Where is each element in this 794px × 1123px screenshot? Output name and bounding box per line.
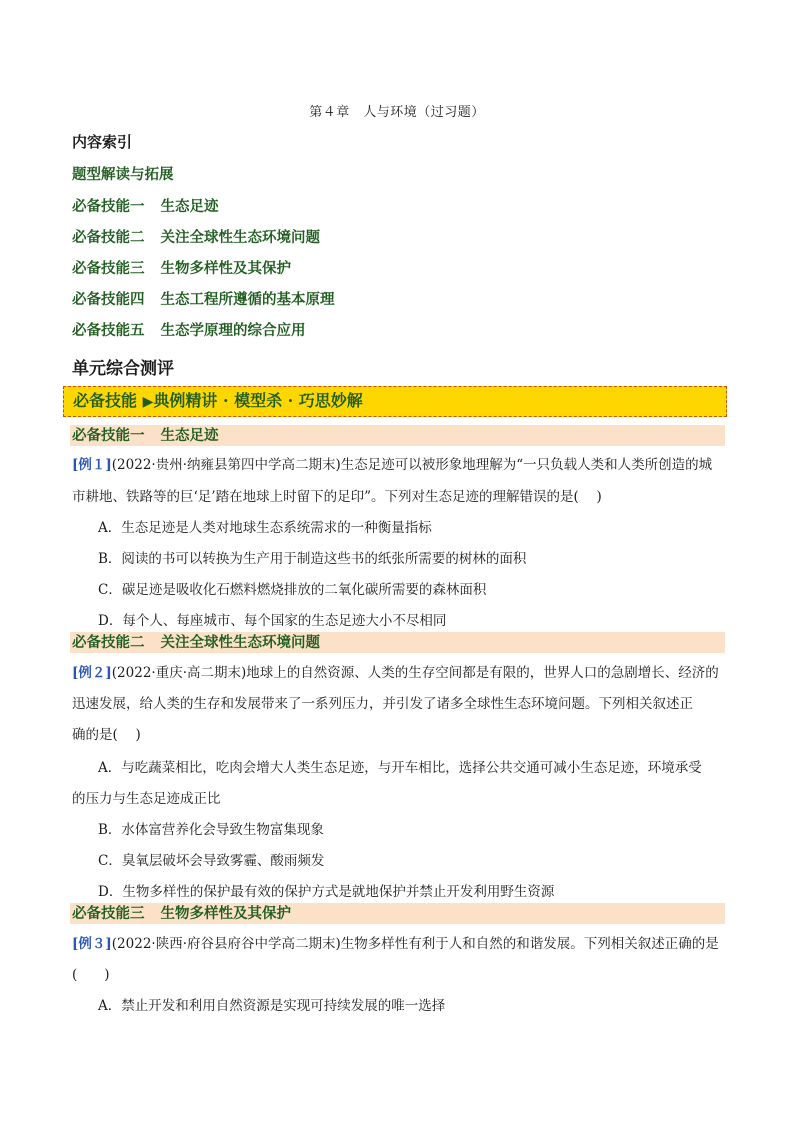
toc-item-label: 题型解读与拓展 [72, 166, 174, 183]
option-c: C．臭氧层破坏会导致雾霾、酸雨频发 [98, 853, 325, 869]
option-a-continued: 的压力与生态足迹成正比 [72, 791, 221, 807]
example-2-line-2: 迅速发展，给人类的生存和发展带来了一系列压力，并引发了诸多全球性生态环境问题。下列相关叙述正 [72, 696, 693, 712]
section-prefix: 必备技能三 [72, 905, 145, 922]
example-tag: [例２] [72, 665, 112, 681]
play-arrow-icon: ▶ [142, 394, 154, 410]
section-prefix: 必备技能二 [72, 634, 145, 651]
banner-text: 典例精讲 · 模型杀 · 巧思妙解 [153, 391, 363, 410]
section-header-1 [70, 425, 725, 446]
toc-item-prefix: 必备技能四 [72, 291, 145, 308]
skill-banner [63, 386, 727, 417]
option-a: A．与吃蔬菜相比，吃肉会增大人类生态足迹，与开车相比，选择公共交通可减小生态足迹，环境承受 [98, 760, 702, 776]
option-d: D．每个人、每座城市、每个国家的生态足迹大小不尽相同 [98, 613, 447, 629]
toc-item-prefix: 必备技能五 [72, 322, 145, 339]
toc-item-label: 生态学原理的综合应用 [160, 322, 306, 339]
example-2-line-1 [72, 661, 719, 681]
option-a: A．禁止开发和利用自然资源是实现可持续发展的唯一选择 [98, 998, 446, 1014]
unit-heading: 单元综合测评 [72, 359, 174, 379]
toc-item-prefix: 必备技能三 [72, 260, 145, 277]
section-header-3 [70, 903, 725, 924]
toc-item-prefix: 必备技能一 [72, 198, 145, 215]
toc-item-label: 生态足迹 [160, 198, 219, 215]
toc-item-4[interactable] [72, 257, 291, 278]
section-prefix: 必备技能一 [72, 427, 145, 444]
banner-label: 必备技能 [73, 391, 138, 410]
toc-item-label: 生物多样性及其保护 [160, 260, 291, 277]
example-3-line-2: ( ) [72, 967, 110, 983]
section-name: 生物多样性及其保护 [160, 905, 291, 922]
toc-item-1[interactable] [72, 163, 174, 184]
toc-item-2[interactable] [72, 195, 219, 216]
example-tag: [例３] [72, 936, 112, 952]
example-1-line-2: 市耕地、铁路等的巨‘足’踏在地球上时留下的足印”。下列对生态足迹的理解错误的是( ) [72, 489, 602, 505]
toc-item-3[interactable] [72, 226, 320, 247]
toc-item-prefix: 必备技能二 [72, 229, 145, 246]
toc-item-6[interactable] [72, 319, 306, 340]
index-heading: 内容索引 [72, 133, 133, 151]
option-b: B．水体富营养化会导致生物富集现象 [98, 822, 324, 838]
option-b: B．阅读的书可以转换为生产用于制造这些书的纸张所需要的树林的面积 [98, 551, 527, 567]
option-d: D．生物多样性的保护最有效的保护方式是就地保护并禁止开发利用野生资源 [98, 884, 555, 900]
section-name: 关注全球性生态环境问题 [160, 634, 320, 651]
toc-item-label: 关注全球性生态环境问题 [160, 229, 320, 246]
option-c: C．碳足迹是吸收化石燃料燃烧排放的二氧化碳所需要的森林面积 [98, 582, 487, 598]
section-header-2 [70, 632, 725, 653]
example-2-line-3: 确的是( ) [72, 727, 141, 743]
section-name: 生态足迹 [160, 427, 219, 444]
option-a: A．生态足迹是人类对地球生态系统需求的一种衡量指标 [98, 520, 432, 536]
example-text: (2022·重庆·高二期末)地球上的自然资源、人类的生存空间都是有限的，世界人口的急剧增长、经济的 [111, 665, 719, 681]
example-text: (2022·陕西·府谷县府谷中学高二期末)生物多样性有利于人和自然的和谐发展。下列相关叙述正确的是 [111, 936, 719, 952]
example-text: (2022·贵州·纳雍县第四中学高二期末)生态足迹可以被形象地理解为“一只负载人类和人类所创造的城 [111, 457, 713, 473]
toc-item-5[interactable] [72, 288, 335, 309]
toc-item-label: 生态工程所遵循的基本原理 [160, 291, 335, 308]
example-tag: [例１] [72, 457, 112, 473]
page-title: 第４章 人与环境（过习题） [309, 105, 485, 120]
example-1-line-1 [72, 453, 712, 473]
example-3-line-1 [72, 932, 719, 952]
